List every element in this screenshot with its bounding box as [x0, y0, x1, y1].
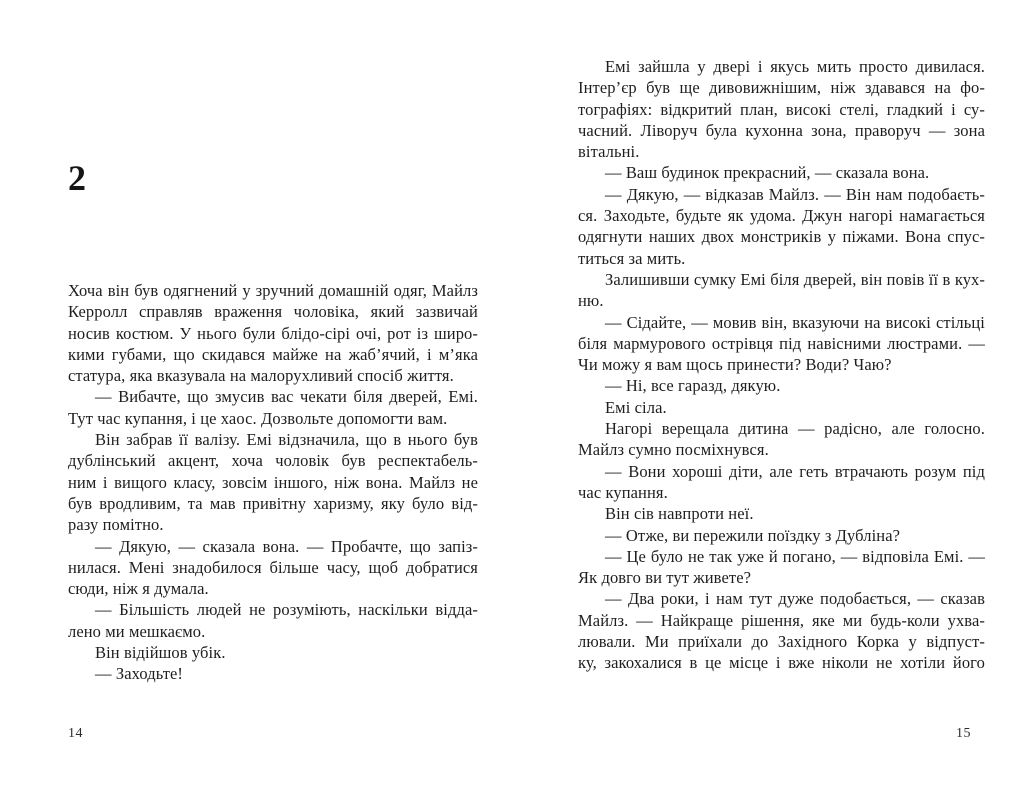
text-line: лювали. Ми приїхали до Західного Корка у відпуст- — [578, 632, 985, 652]
paragraph — [578, 375, 985, 396]
paragraph — [578, 312, 985, 376]
text-line: Як довго ви тут живете? — [578, 568, 752, 588]
text-line: — Ні, все гаразд, дякую. — [605, 376, 781, 396]
paragraph — [68, 663, 478, 684]
text-line: Тут час купання, і це хаос. Дозвольте допомогти вам. — [68, 408, 448, 428]
text-line: Емі зайшла у двері і якусь мить просто дивилася. — [605, 57, 985, 76]
page-number-left: 14 — [68, 726, 83, 741]
paragraph — [68, 386, 478, 429]
text-line: — Дякую, — відказав Майлз. — Він нам подобаєть- — [605, 184, 985, 204]
text-line: дублінський акцент, хоча чоловік був респектабель- — [68, 451, 478, 471]
paragraph — [68, 536, 478, 600]
paragraph — [68, 280, 478, 386]
paragraph — [578, 418, 985, 461]
page-number-right: 15 — [956, 726, 971, 741]
text-line: — Два роки, і нам тут дуже подобається, — сказав — [605, 589, 985, 609]
text-line: — Більшість людей не розуміють, наскільки відда- — [95, 600, 478, 620]
text-line: Майлз. — Найкраще рішення, яке ми будь-коли ухва- — [578, 610, 985, 630]
chapter-heading: 2 — [68, 158, 87, 198]
paragraph — [578, 56, 985, 162]
paragraph — [578, 546, 985, 589]
left-page-text — [68, 280, 478, 685]
text-line: часний. Ліворуч була кухонна зона, праворуч — зона — [578, 120, 985, 140]
text-line: одягнути наших двох монстриків у піжами. Вона спус- — [578, 227, 985, 247]
text-line: тографіях: відкритий план, високі стелі, гладкий і су- — [578, 99, 985, 119]
paragraph — [578, 503, 985, 524]
text-line: — Дякую, — сказала вона. — Пробачте, що запіз- — [95, 536, 478, 556]
text-line: ню. — [578, 291, 604, 311]
text-line: був вродливим, та мав привітну харизму, яку було від- — [68, 493, 478, 513]
text-line: — Ваш будинок прекрасний, — сказала вона. — [605, 163, 930, 183]
text-line: титься за мить. — [578, 248, 686, 268]
text-line: носив костюм. У нього були блідо-сірі очі, рот із широ- — [68, 323, 478, 343]
text-line: вітальні. — [578, 142, 640, 162]
text-line: — Сідайте, — мовив він, вказуючи на високі стільці — [605, 312, 985, 332]
paragraph — [578, 184, 985, 269]
text-line: Інтер’єр був ще дивовижнішим, ніж здавався на фо- — [578, 78, 985, 98]
paragraph — [578, 461, 985, 504]
text-line: — Отже, ви пережили поїздку з Дубліна? — [605, 525, 901, 545]
text-line: Він сів навпроти неї. — [605, 504, 754, 524]
paragraph — [68, 429, 478, 535]
text-line: Чи можу я вам щось принести? Води? Чаю? — [578, 355, 892, 375]
paragraph — [578, 525, 985, 546]
text-line: біля мармурового острівця під навісними люстрами. — — [578, 333, 985, 353]
text-line: Хоча він був одягнений у зручний домашній одяг, Майлз — [68, 281, 478, 300]
right-page-text — [578, 56, 985, 674]
text-line: Залишивши сумку Емі біля дверей, він повів її в кух- — [605, 269, 985, 289]
text-line: кими губами, що скидався майже на жаб’ячий, і м’яка — [68, 344, 478, 364]
paragraph — [578, 162, 985, 183]
text-line: — Це було не так уже й погано, — відповіла Емі. — — [605, 546, 985, 566]
text-line: лено ми мешкаємо. — [68, 621, 206, 641]
text-line: ся. Заходьте, будьте як удома. Джун нагорі намагається — [578, 206, 985, 226]
text-line: Емі сіла. — [605, 397, 667, 417]
text-line: Майлз сумно посміхнувся. — [578, 440, 769, 460]
text-line: ним і вищого класу, зовсім іншого, ніж вона. Майлз не — [68, 472, 478, 492]
paragraph — [578, 269, 985, 312]
text-line: — Заходьте! — [95, 664, 184, 684]
page-left[interactable] — [68, 0, 478, 788]
text-line: час купання. — [578, 482, 668, 502]
text-line: ку, закохалися в це місце і вже ніколи не хотіли його — [578, 653, 985, 673]
text-line: Він забрав її валізу. Емі відзначила, що в нього був — [95, 430, 478, 450]
text-line: разу помітно. — [68, 515, 164, 535]
text-line: статура, яка вказувала на малорухливий спосіб життя. — [68, 366, 454, 386]
text-line: — Вони хороші діти, але геть втрачають розум під — [605, 461, 985, 481]
paragraph — [578, 397, 985, 418]
paragraph — [68, 642, 478, 663]
text-line: нилася. Мені знадобилося більше часу, щоб добратися — [68, 557, 478, 577]
text-line: Нагорі верещала дитина — радісно, але голосно. — [605, 419, 985, 439]
paragraph — [578, 588, 985, 673]
text-line: Він відійшов убік. — [95, 643, 226, 663]
page-right[interactable] — [578, 0, 985, 788]
paragraph — [68, 599, 478, 642]
text-line: Керролл справляв враження чоловіка, який зазвичай — [68, 302, 478, 322]
text-line: сюди, ніж я думала. — [68, 579, 209, 599]
text-line: — Вибачте, що змусив вас чекати біля дверей, Емі. — [95, 387, 478, 407]
